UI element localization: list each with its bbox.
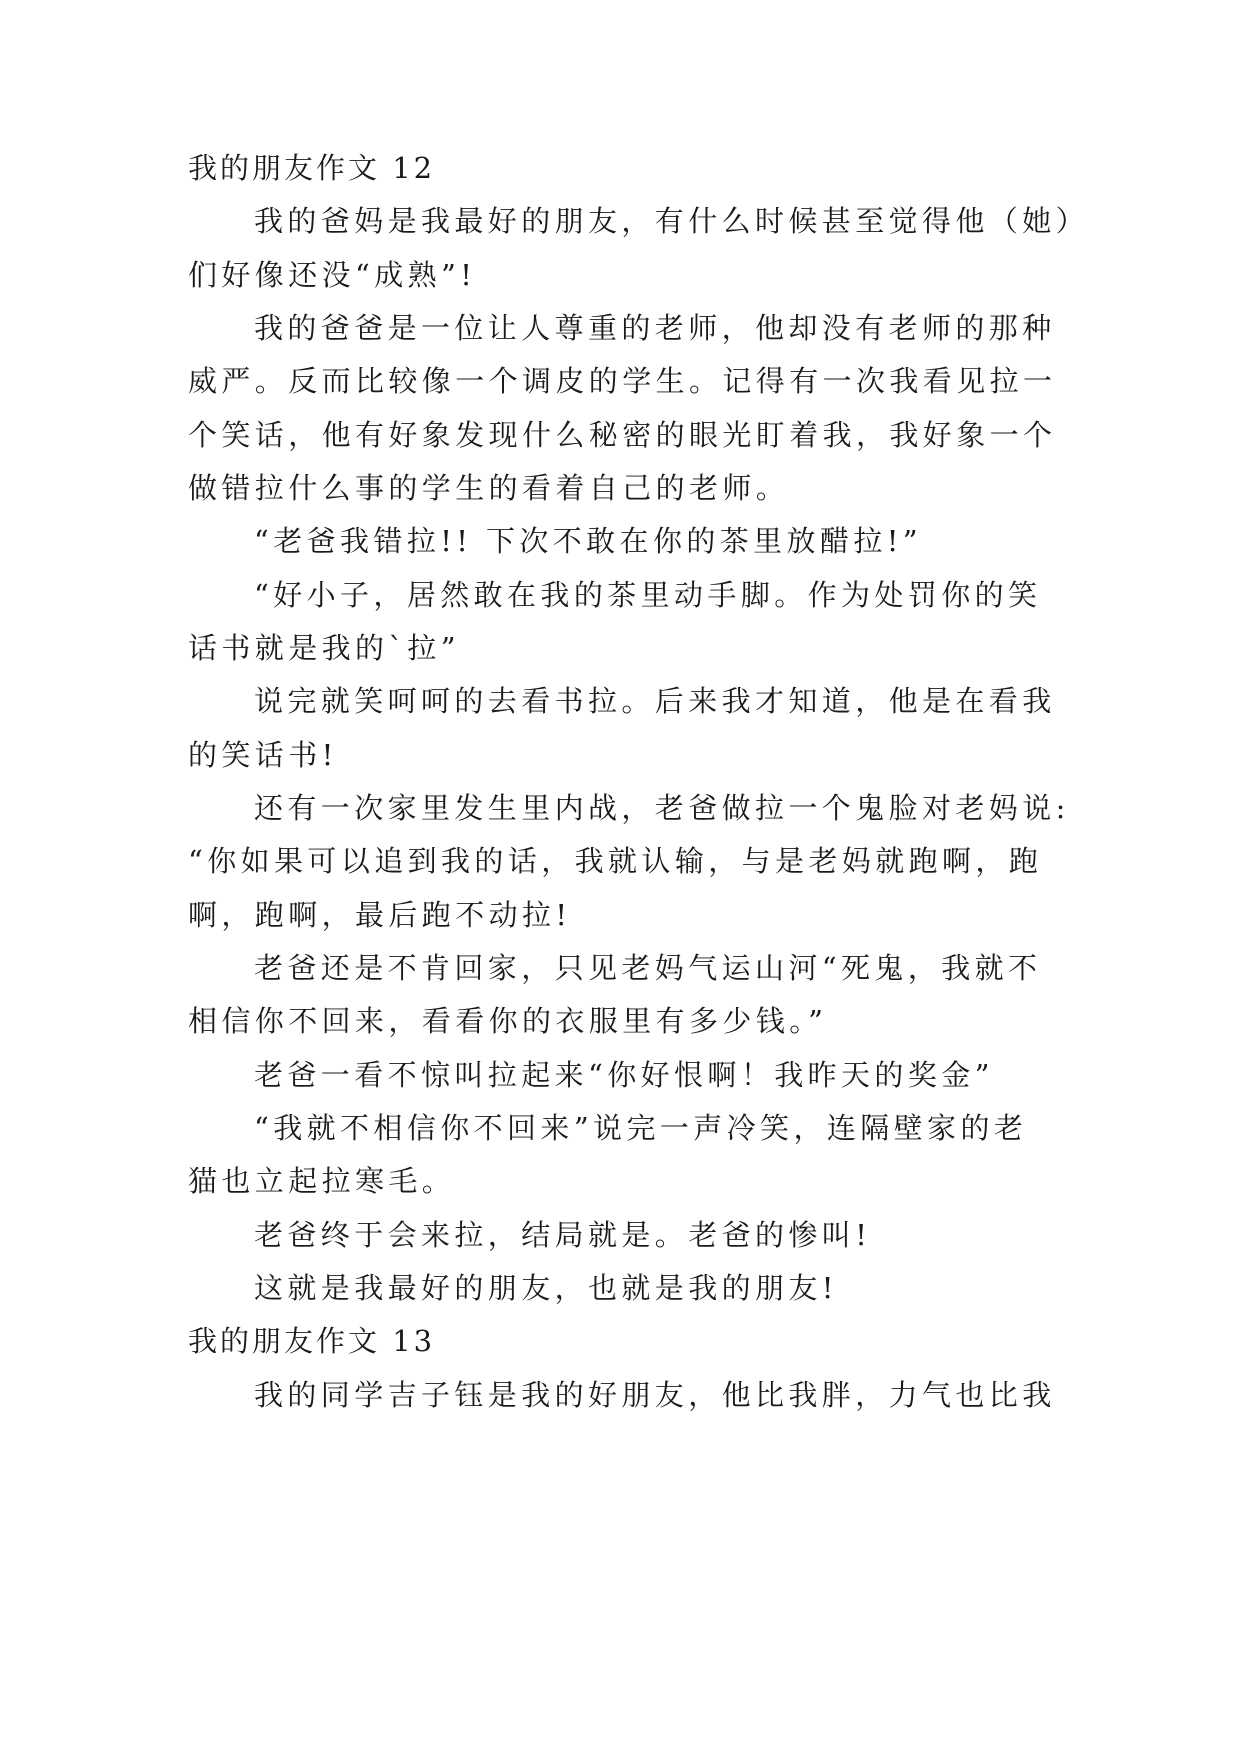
paragraph-line: 做错拉什么事的学生的看着自己的老师。	[188, 471, 790, 505]
paragraph-line: 相信你不回来，看看你的衣服里有多少钱。”	[188, 1004, 828, 1038]
paragraph-line: 的笑话书!	[188, 738, 338, 772]
paragraph-line: “你如果可以追到我的话，我就认输，与是老妈就跑啊，跑	[188, 844, 1043, 878]
paragraph-line: 我的爸妈是我最好的朋友，有什么时候甚至觉得他（她）	[254, 204, 1090, 238]
paragraph-line: 老爸一看不惊叫拉起来“你好恨啊！我昨天的奖金”	[254, 1058, 994, 1092]
essay-title-13: 我的朋友作文 13	[188, 1324, 436, 1358]
paragraph-line: “我就不相信你不回来”说完一声冷笑，连隔壁家的老	[254, 1111, 1028, 1145]
paragraph-line: 我的同学吉子钰是我的好朋友，他比我胖，力气也比我	[254, 1378, 1056, 1412]
paragraph-line: 我的爸爸是一位让人尊重的老师，他却没有老师的那种	[254, 311, 1056, 345]
paragraph-line: 们好像还没“成熟”!	[188, 258, 477, 292]
paragraph-line: 老爸终于会来拉，结局就是。老爸的惨叫!	[254, 1218, 872, 1252]
paragraph-line: 说完就笑呵呵的去看书拉。后来我才知道，他是在看我	[254, 684, 1056, 718]
paragraph-line: 这就是我最好的朋友，也就是我的朋友!	[254, 1271, 838, 1305]
paragraph-line: 老爸还是不肯回家，只见老妈气运山河“死鬼，我就不	[254, 951, 1042, 985]
paragraph-line: “老爸我错拉!! 下次不敢在你的茶里放醋拉!”	[254, 524, 923, 558]
paragraph-line: 啊，跑啊，最后跑不动拉!	[188, 898, 572, 932]
paragraph-line: “好小子，居然敢在我的茶里动手脚。作为处罚你的笑	[254, 578, 1042, 612]
essay-title-12: 我的朋友作文 12	[188, 151, 436, 185]
paragraph-line: 猫也立起拉寒毛。	[188, 1164, 456, 1198]
paragraph-line: 个笑话，他有好象发现什么秘密的眼光盯着我，我好象一个	[188, 418, 1057, 452]
paragraph-line: 话书就是我的`拉”	[188, 631, 460, 665]
paragraph-line: 还有一次家里发生里内战，老爸做拉一个鬼脸对老妈说:	[254, 791, 1070, 825]
paragraph-line: 威严。反而比较像一个调皮的学生。记得有一次我看见拉一	[188, 364, 1057, 398]
